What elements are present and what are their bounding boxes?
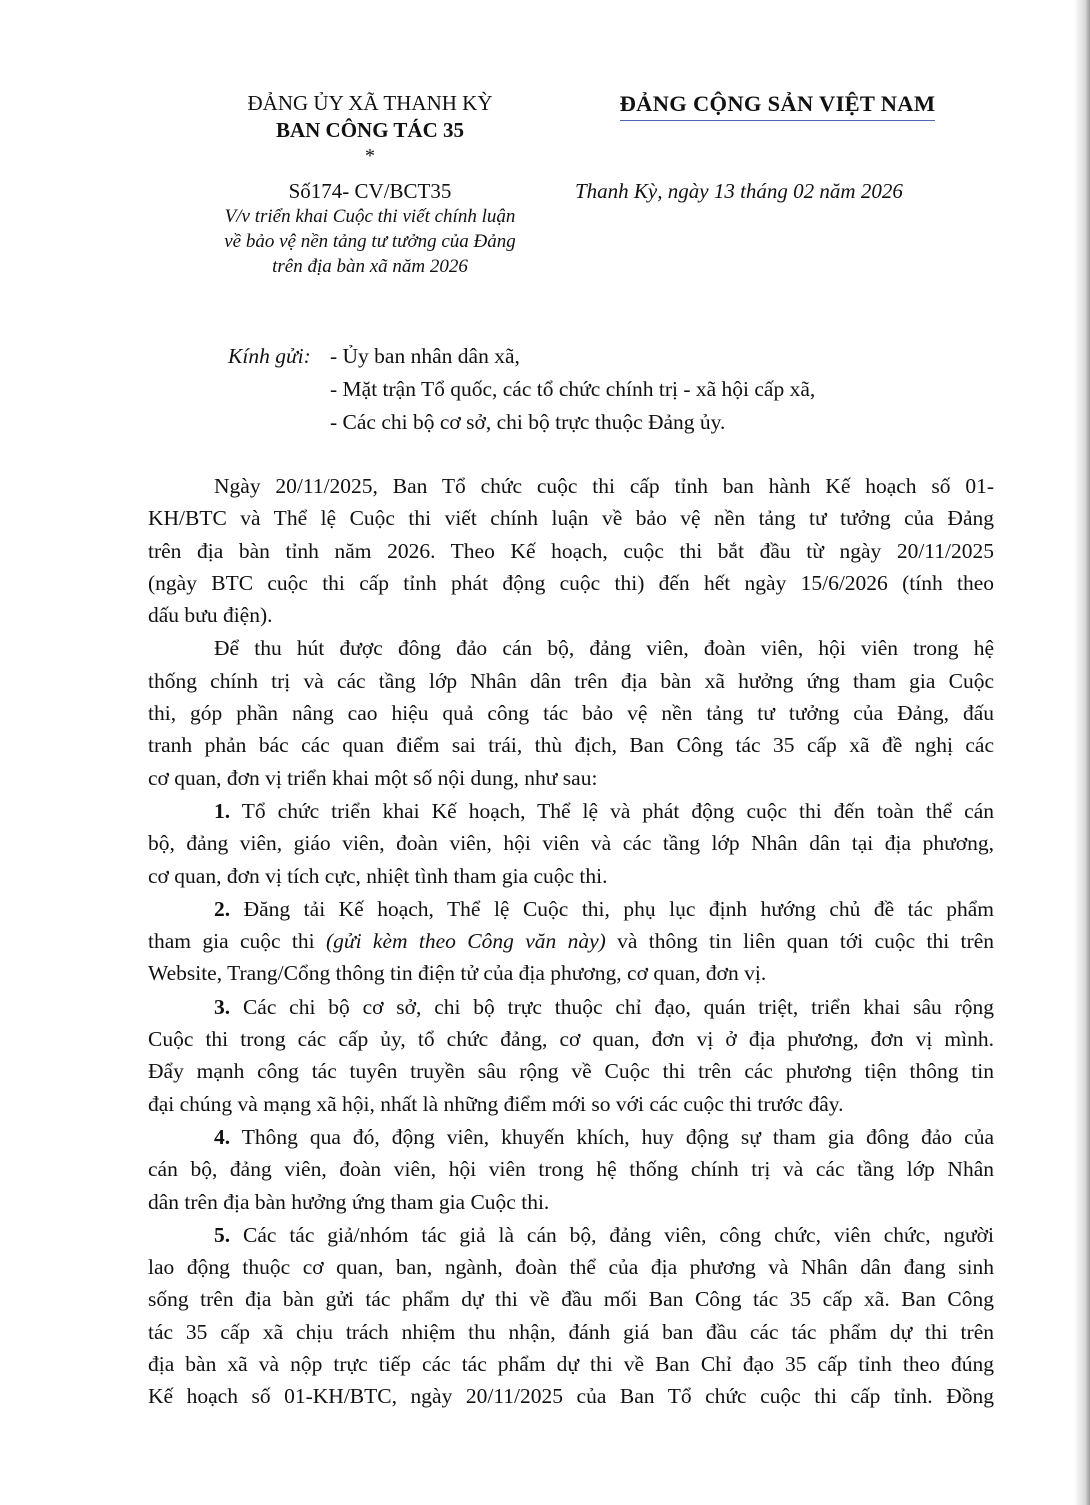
body-line: Đẩy mạnh công tác tuyên truyền sâu rộng về Cuộc thi trên các phương tiện thông tin	[148, 1059, 994, 1084]
body-line: Kế hoạch số 01-KH/BTC, ngày 20/11/2025 của Ban Tổ chức cuộc thi cấp tỉnh. Đồng	[148, 1384, 994, 1409]
body-line: dân trên địa bàn hưởng ứng tham gia Cuộc thi.	[148, 1189, 550, 1214]
body-line: Website, Trang/Cổng thông tin điện tử của địa phương, cơ quan, đơn vị.	[148, 961, 767, 986]
recipient-item: - Các chi bộ cơ sở, chi bộ trực thuộc Đảng ủy.	[330, 410, 726, 434]
item-1	[148, 795, 994, 892]
item-number: 2.	[214, 896, 231, 921]
recipient-row	[228, 340, 815, 373]
body-line: tác 35 cấp xã chịu trách nhiệm thu nhận, đánh giá ban đầu các tác phẩm dự thi trên	[148, 1319, 994, 1344]
item-number: 5.	[214, 1222, 231, 1247]
body-line: KH/BTC và Thể lệ Cuộc thi viết chính luận về bảo vệ nền tảng tư tưởng của Đảng	[148, 506, 994, 531]
recipients-label: Kính gửi:	[228, 344, 311, 368]
body-line: Để thu hút được đông đảo cán bộ, đảng viên, đoàn viên, hội viên trong hệ	[214, 636, 994, 661]
recipients-block	[228, 340, 815, 439]
document-number: Số174- CV/BCT35	[288, 179, 452, 203]
separator-star: *	[365, 145, 375, 167]
body-line: 4. Thông qua đó, động viên, khuyến khích, huy động sự tham gia đông đảo của	[214, 1124, 994, 1149]
body-line: trên địa bàn tỉnh năm 2026. Theo Kế hoạch, cuộc thi bắt đầu từ ngày 20/11/2025	[148, 538, 994, 563]
item-2	[148, 893, 994, 990]
body-line: 1. Tổ chức triển khai Kế hoạch, Thể lệ và phát động cuộc thi đến toàn thể cán	[214, 798, 994, 823]
issuing-authority	[170, 90, 570, 166]
body-line: cơ quan, đơn vị triển khai một số nội dung, như sau:	[148, 765, 598, 790]
body-line: Cuộc thi trong các cấp ủy, tổ chức đảng, cơ quan, đơn vị ở địa phương, đơn vị mình.	[148, 1027, 994, 1052]
body-line: cán bộ, đảng viên, đoàn viên, hội viên trong hệ thống chính trị và các tầng lớp Nhân	[148, 1157, 994, 1182]
body-line: tham gia cuộc thi (gửi kèm theo Công văn này) và thông tin liên quan tới cuộc thi trên	[148, 929, 994, 954]
item-4	[148, 1121, 994, 1218]
body-line: 2. Đăng tải Kế hoạch, Thể lệ Cuộc thi, phụ lục định hướng chủ đề tác phẩm	[214, 896, 994, 921]
page-edge-shadow	[1074, 0, 1090, 1505]
document-summary	[170, 204, 570, 279]
body-line: sống trên địa bàn gửi tác phẩm dự thi về đầu mối Ban Công tác 35 cấp xã. Ban Công	[148, 1287, 994, 1312]
recipient-row	[228, 373, 815, 406]
body-line: bộ, đảng viên, giáo viên, đoàn viên, hội viên và các tầng lớp Nhân dân tại địa phương,	[148, 831, 994, 856]
recipient-item: - Mặt trận Tổ quốc, các tổ chức chính trị - xã hội cấp xã,	[330, 377, 816, 401]
body-line: 5. Các tác giả/nhóm tác giả là cán bộ, đảng viên, công chức, viên chức, người	[214, 1222, 994, 1247]
party-name: ĐẢNG CỘNG SẢN VIỆT NAM	[620, 90, 936, 121]
body-line: dấu bưu điện).	[148, 603, 273, 628]
item-number: 4.	[214, 1124, 231, 1149]
issuing-unit: BAN CÔNG TÁC 35	[275, 118, 465, 142]
body-line: cơ quan, đơn vị tích cực, nhiệt tình tham gia cuộc thi.	[148, 863, 608, 888]
paragraph-intro	[148, 470, 994, 631]
item-number: 1.	[214, 798, 231, 823]
item-3	[148, 991, 994, 1120]
summary-line: về bảo vệ nền tảng tư tưởng của Đảng	[224, 231, 516, 252]
body-line: tranh phản bác các quan điểm sai trái, thù địch, Ban Công tác 35 cấp xã đề nghị các	[148, 733, 994, 758]
party-heading	[585, 90, 970, 121]
summary-line: V/v triển khai Cuộc thi viết chính luận	[224, 206, 516, 227]
body-line: thống chính trị và các tầng lớp Nhân dân trên địa bàn xã hưởng ứng tham gia Cuộc	[148, 668, 994, 693]
item-5	[148, 1219, 994, 1413]
attachment-note: (gửi kèm theo Công văn này)	[325, 929, 606, 954]
body-line: đại chúng và mạng xã hội, nhất là những điểm mới so với các cuộc thi trước đây.	[148, 1091, 844, 1116]
summary-line: trên địa bàn xã năm 2026	[272, 256, 468, 277]
body-line: địa bàn xã và nộp trực tiếp các tác phẩm dự thi về Ban Chỉ đạo 35 cấp tỉnh theo đúng	[148, 1352, 994, 1377]
recipient-item: - Ủy ban nhân dân xã,	[330, 344, 520, 368]
date-line: Thanh Kỳ, ngày 13 tháng 02 năm 2026	[575, 179, 903, 203]
document-body	[148, 470, 994, 1413]
body-line: Ngày 20/11/2025, Ban Tổ chức cuộc thi cấp tỉnh ban hành Kế hoạch số 01-	[214, 474, 994, 498]
recipient-row	[228, 406, 815, 439]
body-line: thi, góp phần nâng cao hiệu quả công tác bảo vệ nền tảng tư tưởng của Đảng, đấu	[148, 701, 994, 726]
parent-organization: ĐẢNG ỦY XÃ THANH KỲ	[247, 91, 493, 115]
item-number: 3.	[214, 994, 231, 1019]
body-line: 3. Các chi bộ cơ sở, chi bộ trực thuộc chỉ đạo, quán triệt, triển khai sâu rộng	[214, 994, 994, 1019]
body-line: lao động thuộc cơ quan, ban, ngành, đoàn thể của địa phương và Nhân dân đang sinh	[148, 1255, 994, 1280]
paragraph-purpose	[148, 632, 994, 793]
body-line: (ngày BTC cuộc thi cấp tỉnh phát động cuộc thi) đến hết ngày 15/6/2026 (tính theo	[148, 570, 994, 595]
